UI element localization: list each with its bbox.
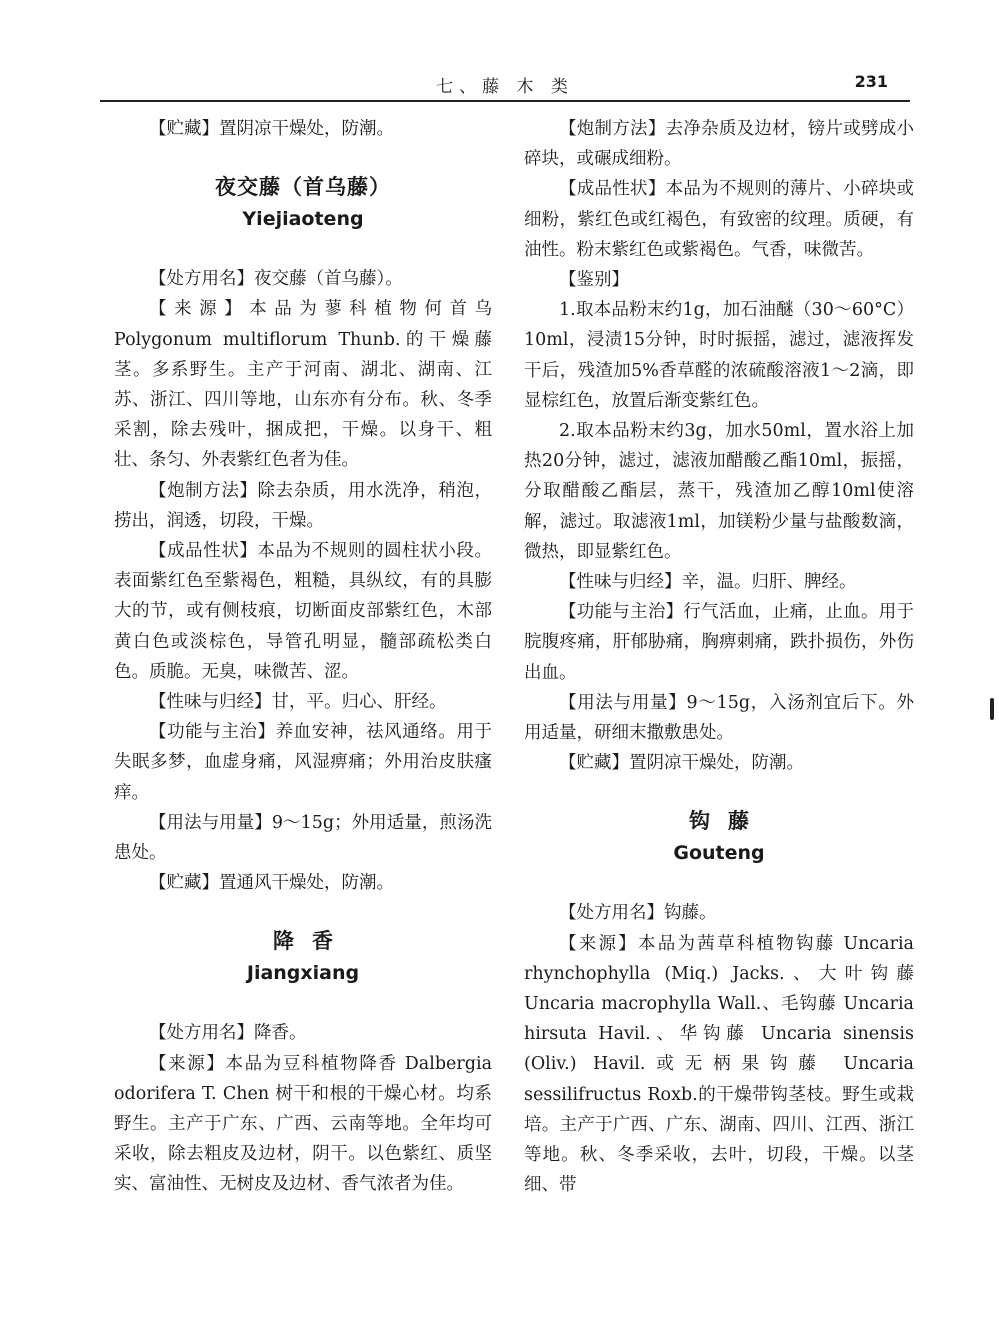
section-title-gouteng: 钩藤 <box>689 809 767 834</box>
left-column <box>114 114 492 1200</box>
paragraph-storage: 【贮藏】置通风干燥处，防潮。 <box>149 873 394 894</box>
section-pinyin-gouteng: Gouteng <box>673 842 765 865</box>
right-column <box>524 114 914 1201</box>
running-header-title: 七、藤 木 类 <box>436 77 574 97</box>
paragraph-source: 【来源】本品为豆科植物降香 Dalbergia odorifera T. Chen 树干和根的干燥心材。均系野生。主产于广东、广西、云南等地。全年均可采收，除去粗皮及边材，阴干。以色紫红、质坚实、富油性、无树皮及边材、香气浓者为佳。 <box>114 1053 492 1195</box>
margin-ink-mark <box>990 698 994 720</box>
paragraph-dosage: 【用法与用量】9～15g；外用适量，煎汤洗患处。 <box>114 812 492 864</box>
header-rule <box>100 100 910 102</box>
paragraph-source: 【来源】本品为蓼科植物何首乌 Polygonum multiflorum Thunb.的干燥藤茎。多系野生。主产于河南、湖北、湖南、江苏、浙江、四川等地，山东亦有分布。秋、冬季采割，除去残叶，捆成把，干燥。以身干、粗壮、条匀、外表紫红色者为佳。 <box>114 299 492 471</box>
paragraph-processing: 【炮制方法】除去杂质，用水洗净，稍泡，捞出，润透，切段，干燥。 <box>114 480 492 531</box>
paragraph-characteristics: 【成品性状】本品为不规则的薄片、小碎块或细粉，紫红色或红褐色，有致密的纹理。质硬，有油性。粉末紫红色或紫褐色。气香，味微苦。 <box>524 179 914 260</box>
paragraph-identification-1: 1.取本品粉末约1g，加石油醚（30～60°C）10ml，浸渍15分钟，时时振摇，滤过，滤液挥发干后，残渣加5%香草醛的浓硫酸溶液1～2滴，即显棕红色，放置后渐变紫红色。 <box>524 300 914 411</box>
paragraph-processing: 【炮制方法】去净杂质及边材，镑片或劈成小碎块，或碾成细粉。 <box>524 119 914 170</box>
section-pinyin-jiangxiang: Jiangxiang <box>246 962 360 985</box>
page-number: 231 <box>854 72 888 91</box>
paragraph-identification-2: 2.取本品粉末约3g，加水50ml，置水浴上加热20分钟，滤过，滤液加醋酸乙酯10ml，振摇，分取醋酸乙酯层，蒸干，残渣加乙醇10ml使溶解，滤过。取滤液1ml，加镁粉少量与盐酸数滴，微热，即显紫红色。 <box>524 421 914 562</box>
paragraph-nature-meridian: 【性味与归经】辛，温。归肝、脾经。 <box>559 572 857 593</box>
paragraph-storage: 【贮藏】置阴凉干燥处，防潮。 <box>559 753 804 774</box>
paragraph-prescription-name: 【处方用名】夜交藤（首乌藤）。 <box>149 269 403 290</box>
paragraph-source: 【来源】本品为茜草科植物钩藤 Uncaria rhynchophylla (Miq.) Jacks.、大叶钩藤 Uncaria macrophylla Wall.、毛钩藤 Uncaria hirsuta Havil.、华钩藤 Uncaria sinensis (Oliv.) Havil.或无柄果钩藤 Uncaria sessilifructus Roxb.的干燥带钩茎枝。野生或栽培。主产于广西、广东、湖南、四川、江西、浙江等地。秋、冬季采收，去叶，切段，干燥。以茎细、带 <box>524 933 914 1196</box>
paragraph-nature-meridian: 【性味与归经】甘，平。归心、肝经。 <box>149 692 447 713</box>
paragraph-function: 【功能与主治】行气活血，止痛，止血。用于脘腹疼痛，肝郁胁痛，胸痹刺痛，跌扑损伤，外伤出血。 <box>524 602 914 683</box>
storage-paragraph: 【贮藏】置阴凉干燥处，防潮。 <box>149 119 394 139</box>
paragraph-prescription-name: 【处方用名】钩藤。 <box>559 903 717 924</box>
paragraph-identification-heading: 【鉴别】 <box>559 270 629 291</box>
section-pinyin-yejiaoteng: Yiejiaoteng <box>242 208 364 231</box>
section-title-yejiaoteng: 夜交藤（首乌藤） <box>215 175 391 200</box>
paragraph-prescription-name: 【处方用名】降香。 <box>149 1023 307 1044</box>
paragraph-characteristics: 【成品性状】本品为不规则的圆柱状小段。表面紫红色至紫褐色，粗糙，具纵纹，有的具膨大的节，或有侧枝痕，切断面皮部紫红色，木部黄白色或淡棕色，导管孔明显，髓部疏松类白色。质脆。无臭，味微苦、涩。 <box>114 541 492 682</box>
paragraph-dosage: 【用法与用量】9～15g，入汤剂宜后下。外用适量，研细末撒敷患处。 <box>524 692 914 744</box>
paragraph-function: 【功能与主治】养血安神，祛风通络。用于失眠多梦，血虚身痛，风湿痹痛；外用治皮肤瘙痒。 <box>114 722 492 803</box>
page-header <box>100 62 910 102</box>
section-title-jiangxiang: 降香 <box>273 929 351 954</box>
